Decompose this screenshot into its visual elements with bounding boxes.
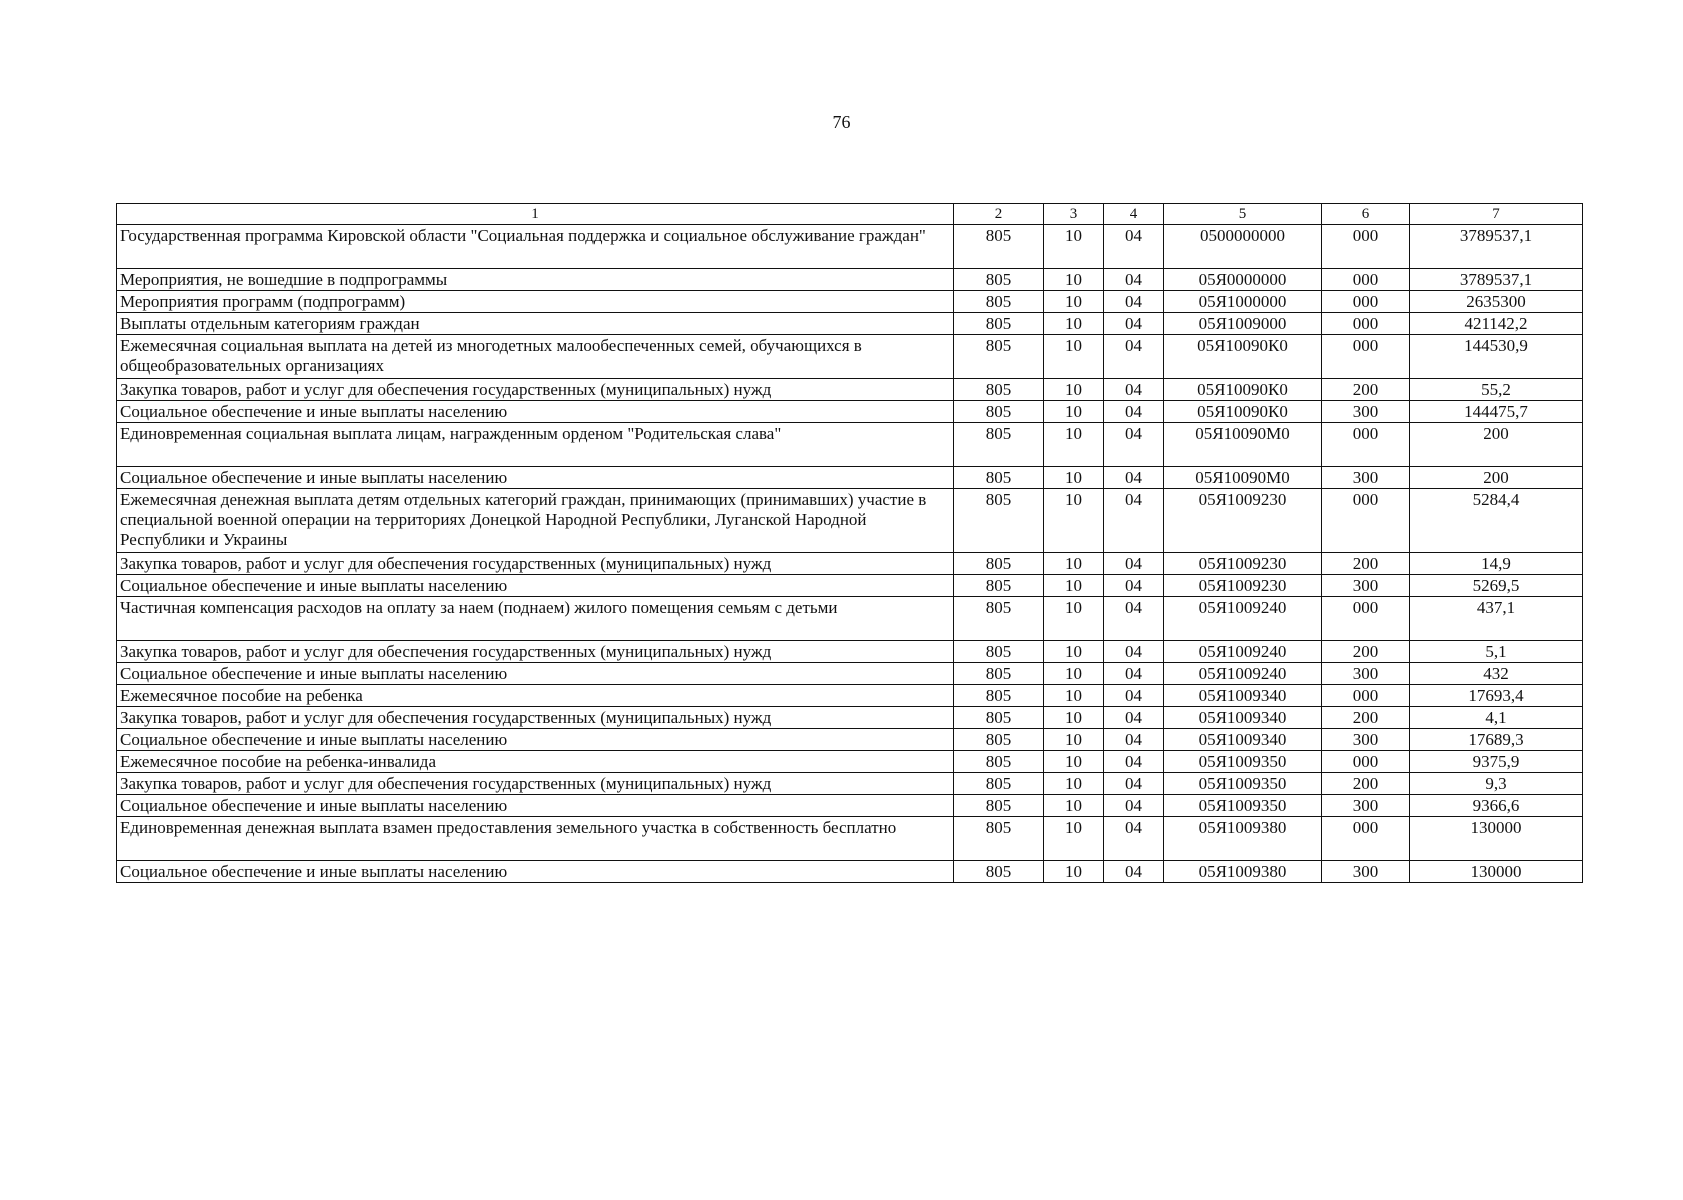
amount-cell: 437,1 bbox=[1410, 597, 1583, 641]
row-name-cell: Социальное обеспечение и иные выплаты населению bbox=[117, 795, 954, 817]
target-article-code-cell: 05Я1000000 bbox=[1164, 291, 1322, 313]
ministry-code-cell: 805 bbox=[954, 379, 1044, 401]
expense-type-code-cell: 000 bbox=[1322, 313, 1410, 335]
section-code-cell: 10 bbox=[1044, 423, 1104, 467]
subsection-code-cell: 04 bbox=[1104, 225, 1164, 269]
row-name-cell: Мероприятия программ (подпрограмм) bbox=[117, 291, 954, 313]
expense-type-code-cell: 200 bbox=[1322, 379, 1410, 401]
target-article-code-cell: 05Я1009380 bbox=[1164, 861, 1322, 883]
table-row bbox=[117, 575, 1583, 597]
subsection-code-cell: 04 bbox=[1104, 729, 1164, 751]
table-row bbox=[117, 379, 1583, 401]
section-code-cell: 10 bbox=[1044, 685, 1104, 707]
target-article-code-cell: 05Я1009230 bbox=[1164, 575, 1322, 597]
subsection-code-cell: 04 bbox=[1104, 861, 1164, 883]
subsection-code-cell: 04 bbox=[1104, 335, 1164, 379]
expense-type-code-cell: 000 bbox=[1322, 597, 1410, 641]
amount-cell: 14,9 bbox=[1410, 553, 1583, 575]
amount-cell: 5269,5 bbox=[1410, 575, 1583, 597]
ministry-code-cell: 805 bbox=[954, 401, 1044, 423]
table-row bbox=[117, 225, 1583, 269]
ministry-code-cell: 805 bbox=[954, 313, 1044, 335]
column-header: 4 bbox=[1104, 204, 1164, 225]
expense-type-code-cell: 000 bbox=[1322, 685, 1410, 707]
subsection-code-cell: 04 bbox=[1104, 707, 1164, 729]
row-name-cell: Ежемесячная денежная выплата детям отдельных категорий граждан, принимающих (принимавших) участие в специальной военной операции на территориях Донецкой Народной Республики, Луганской Народной Республики и Украины bbox=[117, 489, 954, 553]
ministry-code-cell: 805 bbox=[954, 685, 1044, 707]
expense-type-code-cell: 200 bbox=[1322, 773, 1410, 795]
amount-cell: 4,1 bbox=[1410, 707, 1583, 729]
subsection-code-cell: 04 bbox=[1104, 467, 1164, 489]
amount-cell: 144475,7 bbox=[1410, 401, 1583, 423]
subsection-code-cell: 04 bbox=[1104, 663, 1164, 685]
ministry-code-cell: 805 bbox=[954, 861, 1044, 883]
section-code-cell: 10 bbox=[1044, 575, 1104, 597]
target-article-code-cell: 05Я1009340 bbox=[1164, 685, 1322, 707]
subsection-code-cell: 04 bbox=[1104, 751, 1164, 773]
expense-type-code-cell: 300 bbox=[1322, 663, 1410, 685]
section-code-cell: 10 bbox=[1044, 335, 1104, 379]
section-code-cell: 10 bbox=[1044, 795, 1104, 817]
target-article-code-cell: 05Я1009380 bbox=[1164, 817, 1322, 861]
column-header: 5 bbox=[1164, 204, 1322, 225]
expense-type-code-cell: 000 bbox=[1322, 489, 1410, 553]
row-name-cell: Социальное обеспечение и иные выплаты населению bbox=[117, 663, 954, 685]
subsection-code-cell: 04 bbox=[1104, 379, 1164, 401]
expense-type-code-cell: 200 bbox=[1322, 707, 1410, 729]
table-row bbox=[117, 291, 1583, 313]
subsection-code-cell: 04 bbox=[1104, 291, 1164, 313]
subsection-code-cell: 04 bbox=[1104, 269, 1164, 291]
row-name-cell: Социальное обеспечение и иные выплаты населению bbox=[117, 861, 954, 883]
ministry-code-cell: 805 bbox=[954, 225, 1044, 269]
subsection-code-cell: 04 bbox=[1104, 575, 1164, 597]
section-code-cell: 10 bbox=[1044, 553, 1104, 575]
target-article-code-cell: 05Я10090К0 bbox=[1164, 379, 1322, 401]
ministry-code-cell: 805 bbox=[954, 707, 1044, 729]
target-article-code-cell: 05Я1009350 bbox=[1164, 751, 1322, 773]
subsection-code-cell: 04 bbox=[1104, 313, 1164, 335]
amount-cell: 17693,4 bbox=[1410, 685, 1583, 707]
ministry-code-cell: 805 bbox=[954, 423, 1044, 467]
target-article-code-cell: 05Я10090К0 bbox=[1164, 401, 1322, 423]
row-name-cell: Единовременная социальная выплата лицам, награжденным орденом "Родительская слава" bbox=[117, 423, 954, 467]
ministry-code-cell: 805 bbox=[954, 291, 1044, 313]
subsection-code-cell: 04 bbox=[1104, 795, 1164, 817]
row-name-cell: Частичная компенсация расходов на оплату за наем (поднаем) жилого помещения семьям с детьми bbox=[117, 597, 954, 641]
amount-cell: 9375,9 bbox=[1410, 751, 1583, 773]
target-article-code-cell: 05Я0000000 bbox=[1164, 269, 1322, 291]
expense-type-code-cell: 200 bbox=[1322, 553, 1410, 575]
row-name-cell: Мероприятия, не вошедшие в подпрограммы bbox=[117, 269, 954, 291]
subsection-code-cell: 04 bbox=[1104, 553, 1164, 575]
section-code-cell: 10 bbox=[1044, 817, 1104, 861]
amount-cell: 144530,9 bbox=[1410, 335, 1583, 379]
expense-type-code-cell: 300 bbox=[1322, 861, 1410, 883]
ministry-code-cell: 805 bbox=[954, 553, 1044, 575]
subsection-code-cell: 04 bbox=[1104, 597, 1164, 641]
column-header: 7 bbox=[1410, 204, 1583, 225]
table-row bbox=[117, 751, 1583, 773]
expense-type-code-cell: 000 bbox=[1322, 751, 1410, 773]
row-name-cell: Социальное обеспечение и иные выплаты населению bbox=[117, 575, 954, 597]
table-row bbox=[117, 423, 1583, 467]
expense-type-code-cell: 000 bbox=[1322, 225, 1410, 269]
target-article-code-cell: 05Я1009240 bbox=[1164, 597, 1322, 641]
section-code-cell: 10 bbox=[1044, 489, 1104, 553]
expense-type-code-cell: 300 bbox=[1322, 575, 1410, 597]
target-article-code-cell: 05Я10090М0 bbox=[1164, 423, 1322, 467]
table-row bbox=[117, 641, 1583, 663]
expense-type-code-cell: 300 bbox=[1322, 795, 1410, 817]
subsection-code-cell: 04 bbox=[1104, 641, 1164, 663]
table-row bbox=[117, 269, 1583, 291]
target-article-code-cell: 05Я1009350 bbox=[1164, 773, 1322, 795]
table-row bbox=[117, 489, 1583, 553]
target-article-code-cell: 05Я10090К0 bbox=[1164, 335, 1322, 379]
expense-type-code-cell: 300 bbox=[1322, 729, 1410, 751]
row-name-cell: Закупка товаров, работ и услуг для обеспечения государственных (муниципальных) нужд bbox=[117, 553, 954, 575]
amount-cell: 17689,3 bbox=[1410, 729, 1583, 751]
expense-type-code-cell: 000 bbox=[1322, 423, 1410, 467]
ministry-code-cell: 805 bbox=[954, 795, 1044, 817]
section-code-cell: 10 bbox=[1044, 751, 1104, 773]
column-header: 3 bbox=[1044, 204, 1104, 225]
column-header: 2 bbox=[954, 204, 1044, 225]
amount-cell: 3789537,1 bbox=[1410, 225, 1583, 269]
expense-type-code-cell: 000 bbox=[1322, 817, 1410, 861]
table-row bbox=[117, 773, 1583, 795]
target-article-code-cell: 05Я10090М0 bbox=[1164, 467, 1322, 489]
expense-type-code-cell: 200 bbox=[1322, 641, 1410, 663]
section-code-cell: 10 bbox=[1044, 663, 1104, 685]
amount-cell: 2635300 bbox=[1410, 291, 1583, 313]
section-code-cell: 10 bbox=[1044, 313, 1104, 335]
table-row bbox=[117, 817, 1583, 861]
ministry-code-cell: 805 bbox=[954, 817, 1044, 861]
expense-type-code-cell: 300 bbox=[1322, 467, 1410, 489]
target-article-code-cell: 0500000000 bbox=[1164, 225, 1322, 269]
amount-cell: 9366,6 bbox=[1410, 795, 1583, 817]
row-name-cell: Ежемесячная социальная выплата на детей из многодетных малообеспеченных семей, обучающихся в общеобразовательных организациях bbox=[117, 335, 954, 379]
section-code-cell: 10 bbox=[1044, 401, 1104, 423]
table-header-row bbox=[117, 204, 1583, 225]
section-code-cell: 10 bbox=[1044, 861, 1104, 883]
section-code-cell: 10 bbox=[1044, 729, 1104, 751]
ministry-code-cell: 805 bbox=[954, 729, 1044, 751]
target-article-code-cell: 05Я1009340 bbox=[1164, 707, 1322, 729]
ministry-code-cell: 805 bbox=[954, 489, 1044, 553]
row-name-cell: Государственная программа Кировской области "Социальная поддержка и социальное обслуживание граждан" bbox=[117, 225, 954, 269]
ministry-code-cell: 805 bbox=[954, 597, 1044, 641]
target-article-code-cell: 05Я1009340 bbox=[1164, 729, 1322, 751]
section-code-cell: 10 bbox=[1044, 225, 1104, 269]
table-row bbox=[117, 663, 1583, 685]
expense-type-code-cell: 000 bbox=[1322, 335, 1410, 379]
ministry-code-cell: 805 bbox=[954, 575, 1044, 597]
table-row bbox=[117, 467, 1583, 489]
expense-type-code-cell: 300 bbox=[1322, 401, 1410, 423]
amount-cell: 3789537,1 bbox=[1410, 269, 1583, 291]
section-code-cell: 10 bbox=[1044, 597, 1104, 641]
table-row bbox=[117, 795, 1583, 817]
ministry-code-cell: 805 bbox=[954, 467, 1044, 489]
ministry-code-cell: 805 bbox=[954, 751, 1044, 773]
table-row bbox=[117, 597, 1583, 641]
table-row bbox=[117, 861, 1583, 883]
target-article-code-cell: 05Я1009230 bbox=[1164, 489, 1322, 553]
table-row bbox=[117, 707, 1583, 729]
amount-cell: 55,2 bbox=[1410, 379, 1583, 401]
amount-cell: 200 bbox=[1410, 467, 1583, 489]
row-name-cell: Закупка товаров, работ и услуг для обеспечения государственных (муниципальных) нужд bbox=[117, 707, 954, 729]
table-row bbox=[117, 685, 1583, 707]
section-code-cell: 10 bbox=[1044, 467, 1104, 489]
ministry-code-cell: 805 bbox=[954, 269, 1044, 291]
ministry-code-cell: 805 bbox=[954, 335, 1044, 379]
amount-cell: 5,1 bbox=[1410, 641, 1583, 663]
row-name-cell: Ежемесячное пособие на ребенка bbox=[117, 685, 954, 707]
column-header: 6 bbox=[1322, 204, 1410, 225]
column-header: 1 bbox=[117, 204, 954, 225]
subsection-code-cell: 04 bbox=[1104, 685, 1164, 707]
row-name-cell: Социальное обеспечение и иные выплаты населению bbox=[117, 729, 954, 751]
target-article-code-cell: 05Я1009000 bbox=[1164, 313, 1322, 335]
section-code-cell: 10 bbox=[1044, 641, 1104, 663]
row-name-cell: Закупка товаров, работ и услуг для обеспечения государственных (муниципальных) нужд bbox=[117, 379, 954, 401]
budget-table bbox=[116, 203, 1583, 883]
target-article-code-cell: 05Я1009230 bbox=[1164, 553, 1322, 575]
expense-type-code-cell: 000 bbox=[1322, 269, 1410, 291]
section-code-cell: 10 bbox=[1044, 379, 1104, 401]
row-name-cell: Выплаты отдельным категориям граждан bbox=[117, 313, 954, 335]
row-name-cell: Единовременная денежная выплата взамен предоставления земельного участка в собственность бесплатно bbox=[117, 817, 954, 861]
amount-cell: 130000 bbox=[1410, 861, 1583, 883]
amount-cell: 421142,2 bbox=[1410, 313, 1583, 335]
subsection-code-cell: 04 bbox=[1104, 489, 1164, 553]
ministry-code-cell: 805 bbox=[954, 773, 1044, 795]
amount-cell: 130000 bbox=[1410, 817, 1583, 861]
section-code-cell: 10 bbox=[1044, 773, 1104, 795]
section-code-cell: 10 bbox=[1044, 291, 1104, 313]
row-name-cell: Социальное обеспечение и иные выплаты населению bbox=[117, 401, 954, 423]
expense-type-code-cell: 000 bbox=[1322, 291, 1410, 313]
page-number: 76 bbox=[832, 112, 851, 132]
amount-cell: 5284,4 bbox=[1410, 489, 1583, 553]
amount-cell: 9,3 bbox=[1410, 773, 1583, 795]
row-name-cell: Социальное обеспечение и иные выплаты населению bbox=[117, 467, 954, 489]
subsection-code-cell: 04 bbox=[1104, 401, 1164, 423]
row-name-cell: Ежемесячное пособие на ребенка-инвалида bbox=[117, 751, 954, 773]
section-code-cell: 10 bbox=[1044, 707, 1104, 729]
table-row bbox=[117, 553, 1583, 575]
row-name-cell: Закупка товаров, работ и услуг для обеспечения государственных (муниципальных) нужд bbox=[117, 641, 954, 663]
subsection-code-cell: 04 bbox=[1104, 423, 1164, 467]
table-body bbox=[117, 225, 1583, 883]
section-code-cell: 10 bbox=[1044, 269, 1104, 291]
table-row bbox=[117, 313, 1583, 335]
amount-cell: 432 bbox=[1410, 663, 1583, 685]
target-article-code-cell: 05Я1009240 bbox=[1164, 641, 1322, 663]
row-name-cell: Закупка товаров, работ и услуг для обеспечения государственных (муниципальных) нужд bbox=[117, 773, 954, 795]
table-row bbox=[117, 401, 1583, 423]
ministry-code-cell: 805 bbox=[954, 663, 1044, 685]
amount-cell: 200 bbox=[1410, 423, 1583, 467]
table-row bbox=[117, 335, 1583, 379]
target-article-code-cell: 05Я1009240 bbox=[1164, 663, 1322, 685]
subsection-code-cell: 04 bbox=[1104, 773, 1164, 795]
ministry-code-cell: 805 bbox=[954, 641, 1044, 663]
target-article-code-cell: 05Я1009350 bbox=[1164, 795, 1322, 817]
subsection-code-cell: 04 bbox=[1104, 817, 1164, 861]
table-row bbox=[117, 729, 1583, 751]
